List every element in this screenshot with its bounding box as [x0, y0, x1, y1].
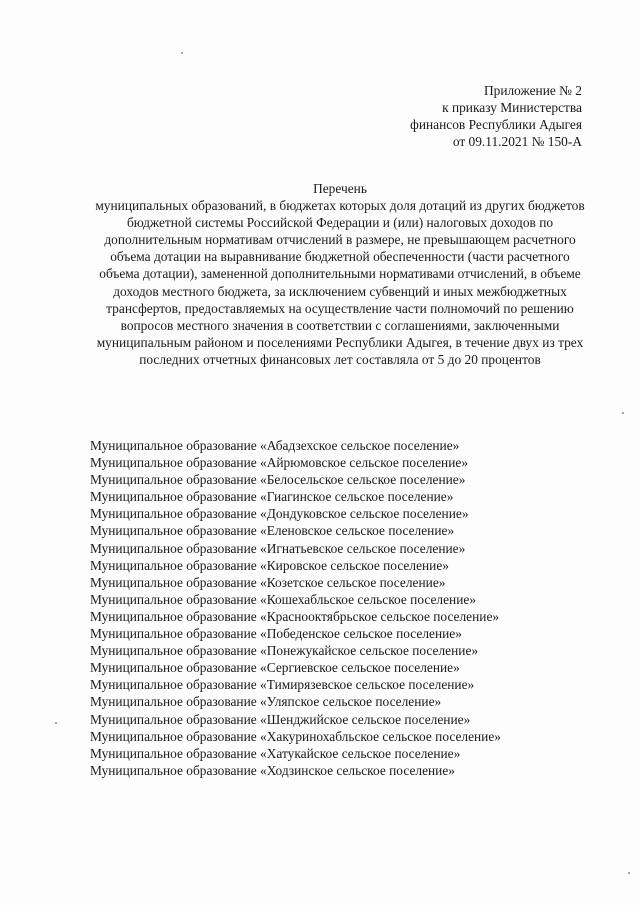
municipality-item: Муниципальное образование «Айрюмовское сельское поселение»	[90, 455, 469, 471]
approval-line: к приказу Министерства	[442, 100, 582, 115]
approval-line: от 09.11.2021 № 150-А	[452, 134, 582, 149]
municipality-item: Муниципальное образование «Хакуринохабльское сельское поселение»	[90, 728, 501, 744]
municipality-item: Муниципальное образование «Дондуковское сельское поселение»	[90, 506, 469, 522]
municipality-item: Муниципальное образование «Тимирязевское сельское поселение»	[90, 677, 475, 693]
municipality-item: Муниципальное образование «Сергиевское сельское поселение»	[90, 660, 460, 676]
municipality-item: Муниципальное образование «Уляпское сельское поселение»	[90, 694, 442, 710]
scan-speck	[622, 412, 624, 414]
municipality-item: Муниципальное образование «Абадзехское сельское поселение»	[90, 438, 460, 453]
municipality-item: Муниципальное образование «Понежукайское сельское поселение»	[90, 643, 479, 659]
municipality-item: Муниципальное образование «Игнатьевское сельское поселение»	[90, 540, 466, 556]
municipality-item: Муниципальное образование «Белосельское сельское поселение»	[90, 472, 466, 488]
municipality-item: Муниципальное образование «Козетское сельское поселение»	[90, 574, 446, 590]
document-heading: Перечень	[313, 181, 367, 196]
municipality-item: Муниципальное образование «Победенское сельское поселение»	[90, 626, 462, 642]
scan-speck	[181, 52, 183, 54]
municipality-item: Муниципальное образование «Еленовское сельское поселение»	[90, 523, 455, 539]
scan-speck	[628, 872, 630, 874]
approval-line: финансов Республики Адыгея	[410, 117, 582, 132]
municipality-item: Муниципальное образование «Ходзинское сельское поселение»	[90, 762, 455, 778]
municipality-list	[90, 437, 610, 779]
municipality-item: Муниципальное образование «Шенджийское сельское поселение»	[90, 711, 471, 727]
municipality-item: Муниципальное образование «Гиагинское сельское поселение»	[90, 489, 454, 505]
municipality-item: Муниципальное образование «Хатукайское сельское поселение»	[90, 745, 461, 761]
municipality-item: Муниципальное образование «Краснооктябрьское сельское поселение»	[90, 608, 500, 624]
municipality-item: Муниципальное образование «Кошехабльское сельское поселение»	[90, 591, 477, 607]
approval-block	[410, 82, 582, 150]
scan-speck	[55, 722, 57, 724]
municipality-item: Муниципальное образование «Кировское сельское поселение»	[90, 557, 449, 573]
document-title-body: муниципальных образований, в бюджетах которых доля дотаций из других бюджетов бюджетной системы Российской Федерации и (или) налоговых доходов по дополнительным нормативам отчислений в размере, не превышающем расчетного объема дотации на выравнивание бюджетной обеспеченности (части расчетного объема дотации), замененной дополнительными нормативами отчислений, в объеме доходов местного бюджета, за исключением субвенций и иных межбюджетных трансфертов, предоставляемых на осуществление части полномочий по решению вопросов местного значения в соответствии с соглашениями, заключенными муниципальным районом и поселениями Республики Адыгея, в течение двух из трех последних отчетных финансовых лет составляла от 5 до 20 процентов	[95, 198, 585, 367]
approval-line: Приложение № 2	[483, 83, 582, 98]
document-title-block	[90, 180, 590, 368]
